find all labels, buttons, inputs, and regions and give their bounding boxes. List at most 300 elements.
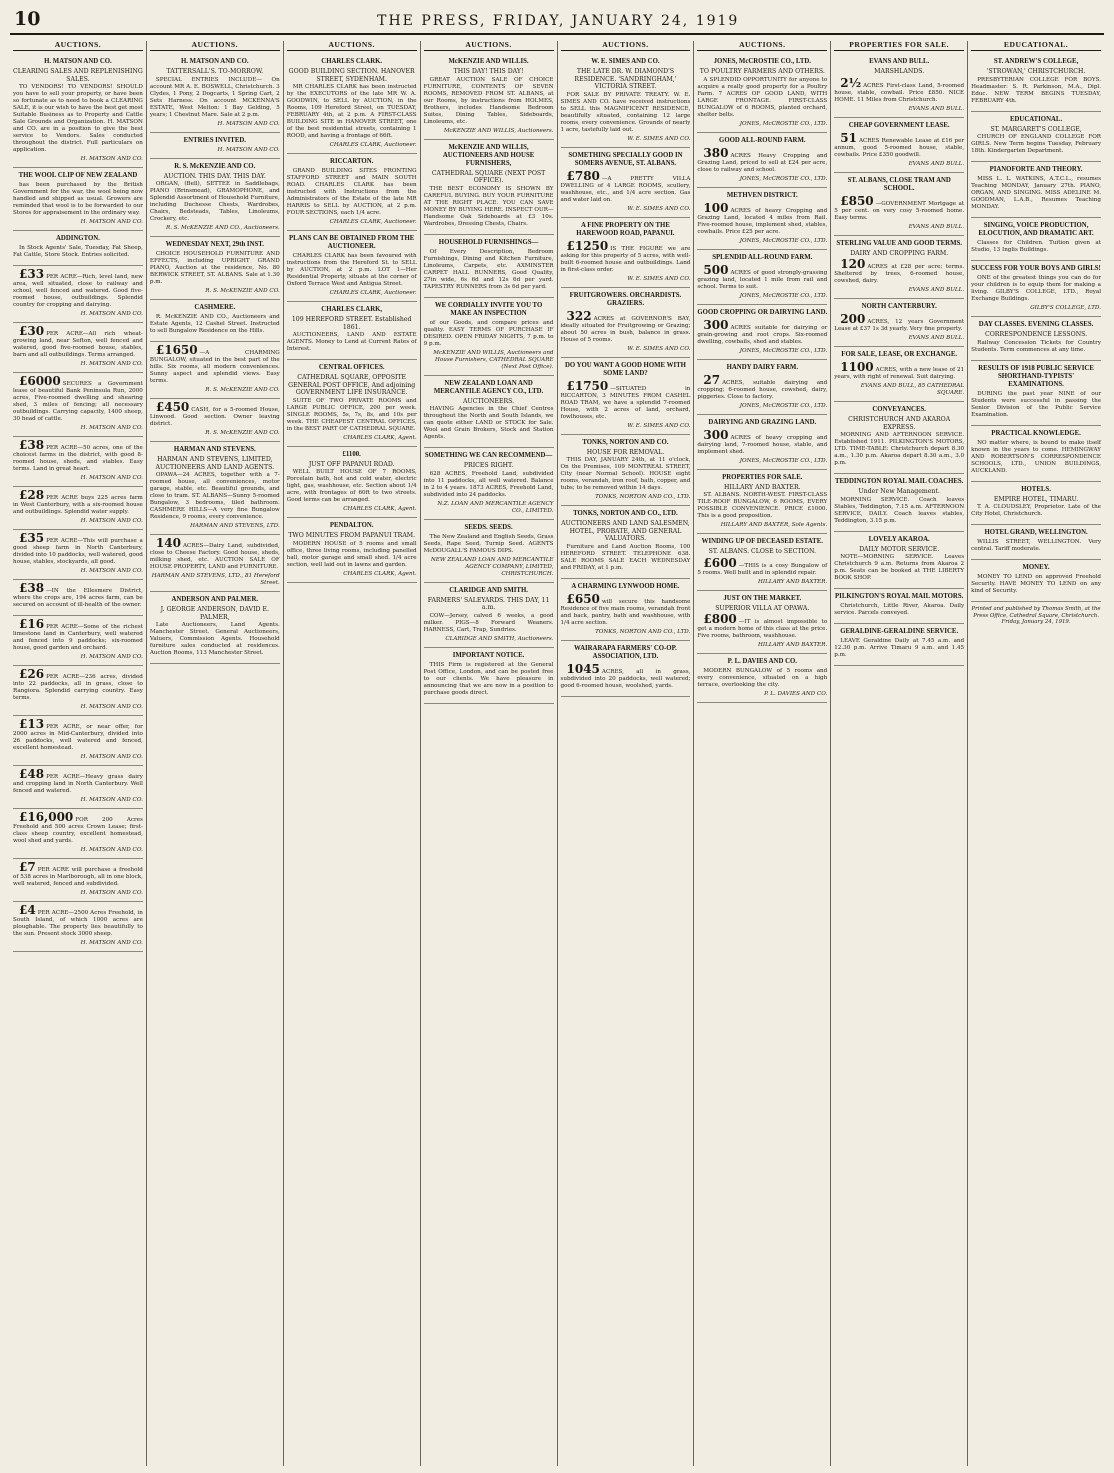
ad-paragraph [150, 314, 280, 335]
ad-price-figure: £28 [19, 488, 45, 502]
ad-heading: HOTEL GRAND, WELLINGTON. [984, 529, 1088, 536]
ad-paragraph [424, 613, 554, 634]
ad-signature: McKENZIE AND WILLIS, Auctioneers. [443, 127, 554, 134]
ad-text: PER ACRE will purchase a freehold of 538 acres in Marlborough, all in one block, well watered, fenced and subdivided. [13, 867, 143, 887]
advertisement [971, 218, 1101, 261]
ad-text: has been purchased by the British Government for the war, the wool being now handled and shipped as usual. Growers are reminded that wool is to be forwarded to our Stores for appraisement in the ordinary way. [13, 182, 143, 216]
ad-heading: A CHARMING LYNWOOD HOME. [571, 582, 680, 590]
ad-text: PER ACRE—50 acres, one of the choicest farms in the district, with good 8-roomed house, sheds, and stables. Easy terms. Land in great heart. [13, 445, 143, 472]
ad-signature: CHARLES CLARK, Agent. [343, 434, 417, 441]
advertisement [971, 261, 1101, 317]
ad-signature: EVANS AND BULL, 85 CATHEDRAL SQUARE. [860, 383, 965, 396]
ad-paragraph [287, 253, 417, 288]
advertisement [13, 580, 143, 616]
ad-text: AUCTIONEERS, LAND AND ESTATE AGENTS. Money to Lend at Current Rates of Interest. [286, 332, 417, 352]
ad-body [13, 84, 143, 154]
ad-paragraph [971, 440, 1101, 475]
ad-body [287, 168, 417, 217]
ad-signature: JONES, McCROSTIE CO., LTD. [739, 175, 828, 182]
ad-signature: H. MATSON AND CO. [80, 518, 143, 524]
ad-subheading: HOUSE FOR REMOVAL. [586, 448, 665, 456]
ad-body [13, 768, 143, 795]
column-c6 [694, 41, 831, 1466]
ad-signature: W. E. SIMES AND CO. [627, 275, 691, 282]
ad-heading: WAIRARAPA FARMERS' CO-OP. ASSOCIATION, LTD. [574, 644, 677, 660]
ad-heading: NORTH CANTERBURY. [861, 303, 937, 310]
advertisement [834, 624, 964, 666]
masthead [10, 8, 1104, 35]
ad-price-figure: 322 [566, 308, 592, 323]
ad-price-figure: 380 [703, 145, 729, 160]
ad-signature: H. MATSON AND CO. [80, 475, 143, 481]
ad-paragraph [697, 613, 827, 640]
advertisement [150, 133, 280, 159]
advertisement [697, 360, 827, 415]
ad-text: GRAND BUILDING SITES FRONTING STAFFORD STREET and MAIN SOUTH ROAD. CHARLES CLARK has been instructed with Instructions from the Administrators of the Estate of the late MR HARRIS to SELL by AUCTION, at 2 p.m. FOUR SECTIONS, each 1/4 acre. [286, 168, 417, 216]
advertisement [150, 300, 280, 342]
ad-paragraph [287, 541, 417, 569]
advertisement [13, 666, 143, 716]
ad-text: THIS DAY, JANUARY 24th, at 11 o'clock, On the Premises, 109 MONTREAL STREET, City (near Normal School). HOUSE eight rooms, verandah, iron roof, bath, copper, and tubs; to be removed within 14 days. [560, 457, 691, 491]
ad-paragraph [13, 489, 143, 516]
ad-paragraph [971, 340, 1101, 354]
ad-paragraph [287, 398, 417, 433]
ad-body [150, 344, 280, 385]
advertisement [424, 140, 554, 235]
ad-signature: R. S. McKENZIE AND CO. [205, 288, 280, 294]
ad-body [424, 534, 554, 555]
ad-signature: H. MATSON AND CO. [80, 940, 143, 946]
ad-paragraph [697, 429, 827, 456]
advertisement [561, 54, 691, 148]
ad-text: WELL BUILT HOUSE OF 7 ROOMS, Porcelain bath, hot and cold water, electric light, gas, washhouse, etc. Section about 1/4 acre, with frontages of 60ft to two streets. Good terms can be arranged. [286, 469, 417, 503]
ad-price-figure: £38 [19, 438, 45, 452]
ad-price-figure: 1100 [840, 360, 874, 374]
ad-paragraph [834, 554, 964, 582]
ad-signature: JONES, McCROSTIE CO., LTD. [739, 347, 828, 354]
ad-price-figure: £13 [19, 717, 45, 731]
ad-heading: SPLENDID ALL-ROUND FARM. [712, 253, 813, 261]
ad-signature: H. MATSON AND CO. [80, 754, 143, 760]
ad-body [150, 314, 280, 335]
ad-price-figure: 300 [703, 427, 729, 442]
ad-body [561, 92, 691, 134]
advertisement [287, 447, 417, 519]
ad-paragraph [697, 374, 827, 401]
ad-signature: R. S. McKENZIE AND CO., Auctioneers. [166, 225, 280, 231]
ad-subheading: ST. MARGARET'S COLLEGE, [990, 125, 1082, 133]
ad-paragraph [150, 344, 280, 385]
ad-price-figure: £16,000 [19, 810, 74, 824]
ad-price-figure: £1750 [566, 378, 609, 393]
advertisement [834, 236, 964, 300]
ad-body [13, 618, 143, 652]
column-heading: EDUCATIONAL. [971, 41, 1101, 51]
advertisement [13, 437, 143, 487]
ad-heading: NEW ZEALAND LOAN AND MERCANTILE AGENCY CO., LTD. [433, 379, 544, 395]
ad-price-figure: £33 [19, 267, 45, 281]
ad-heading: GOOD CROPPING OR DAIRYING LAND. [697, 308, 828, 316]
ad-text: ACRES, all in grass, subdivided into 20 paddocks, well watered; good 6-roomed house, woolshed, yards. [560, 668, 691, 689]
ad-subheading: JUST OFF PAPANUI ROAD. [308, 460, 395, 468]
advertisement [971, 560, 1101, 602]
ad-text: ORGAN, (Bell), SETTEE in Saddlebags, PIANO (Brinsmead), GRAMOPHONE, and Splendid Assortment of Household Furniture, including Duchesse Chests, Wardrobes, Chairs, Bedsteads, Tables, Linoleums, Crockery, etc. [149, 181, 280, 222]
ad-heading: ANDERSON AND PALMER. [171, 596, 259, 603]
ad-subheading: CATHEDRAL SQUARE, OPPOSITE GENERAL POST OFFICE, And adjoining GOVERNMENT LIFE INSURANCE. [288, 374, 416, 396]
ad-body [697, 374, 827, 401]
ad-subheading: HILLARY AND BAXTER. [724, 483, 801, 491]
ad-signature: W. E. SIMES AND CO. [627, 135, 691, 142]
advertisement [971, 112, 1101, 163]
column-grid [10, 41, 1104, 1466]
ad-heading: EDUCATIONAL. [1009, 115, 1063, 123]
column-c1 [10, 41, 147, 1466]
advertisement [971, 426, 1101, 482]
ad-signature: EVANS AND BULL. [908, 160, 965, 167]
advertisement [150, 592, 280, 664]
ad-body [287, 332, 417, 353]
ad-price-figure: 2½ [840, 75, 862, 90]
ad-heading: HOTELS. [1021, 485, 1051, 493]
ad-text: NOTE—MORNING SERVICE. Leaves Christchurch 9 a.m. Returns from Akaroa 2 p.m. Seats can be booked at THE LIBERTY BOOK SHOP. [834, 554, 965, 581]
ad-text: In Stock Agents' Sale, Tuesday, Fat Sheep, Fat Cattle, Store Stock. Entries solicited. [13, 245, 143, 258]
ad-heading: WEDNESDAY NEXT, 29th INST. [165, 241, 264, 248]
ad-signature: JONES, McCROSTIE CO., LTD. [739, 237, 828, 244]
ad-signature: EVANS AND BULL. [908, 287, 965, 293]
ad-paragraph [561, 457, 691, 492]
ad-paragraph [834, 603, 964, 617]
advertisement [150, 535, 280, 592]
ad-paragraph [697, 557, 827, 577]
ad-price-figure: 120 [840, 257, 866, 271]
ad-paragraph [834, 432, 964, 467]
ad-heading: METHVEN DISTRICT. [726, 191, 798, 199]
ad-paragraph [834, 497, 964, 525]
ad-paragraph [971, 539, 1101, 553]
ad-body [424, 471, 554, 499]
ad-body [13, 268, 143, 309]
ad-body [697, 429, 827, 456]
ad-body [971, 275, 1101, 303]
ad-body [834, 258, 964, 285]
ad-paragraph [834, 132, 964, 159]
ad-body [287, 84, 417, 140]
ad-text: ACRES of heavy cropping and dairying land, 7-roomed house, stable, and implement shed. [697, 434, 828, 455]
advertisement [697, 305, 827, 360]
ad-heading: TONKS, NORTON AND CO. [582, 438, 669, 446]
ad-price-figure: £7 [19, 860, 36, 874]
ad-heading: GOOD ALL-ROUND FARM. [719, 136, 806, 144]
ad-heading: HOUSEHOLD FURNISHINGS— [438, 238, 539, 246]
ad-paragraph [561, 544, 691, 572]
ad-heading: SOMETHING WE CAN RECOMMEND— [424, 452, 553, 459]
page-number: 10 [14, 8, 41, 30]
ad-signature: GILBY'S COLLEGE, LTD. [1030, 305, 1101, 311]
ad-subheading: CHRISTCHURCH AND AKAROA EXPRESS. [848, 416, 951, 431]
ad-price-figure: £4 [19, 903, 36, 917]
ad-body [834, 603, 964, 617]
ad-heading: MONEY. [1022, 564, 1050, 571]
ad-signature: JONES, McCROSTIE CO., LTD. [739, 292, 828, 299]
ad-heading: PIANOFORTE AND THEORY. [989, 166, 1083, 173]
ad-text: MORNING SERVICE. Coach leaves Stables, Teddington, 7.15 a.m. AFTERNOON SERVICE, DAILY. Coach leaves stables, Teddington, 3.15 p.m. [834, 496, 965, 524]
ad-body [971, 504, 1101, 518]
ad-price-figure: 51 [840, 130, 857, 145]
ad-text: SPECIAL ENTRIES INCLUDE— On account MR A. E. BOSWELL, Christchurch. 3 Clydes, 1 Pony, 2 Dogcarts, 1 Spring Cart, 2 Sets Harness. On account MCKENNA'S ESTATE, West Melton: 1 Bay Gelding, 5 years; 1 Chestnut Mare. Sale at 2 p.m. [149, 76, 280, 118]
ad-text: SUITE OF TWO PRIVATE ROOMS and LARGE PUBLIC OFFICE, 200 per week. SINGLE ROOMS, 5s, 7s, 8s, and 10s per week. THE CHEAPEST CENTRAL OFFICES, in the BEST PART OF CATHEDRAL SQUARE. [286, 397, 417, 432]
ad-text: MORNING AND AFTERNOON SERVICE. Established 1911. PILKINGTON'S MOTORS, LTD. TIME-TABLE: Christchurch depart 8.30 a.m., 1.30 p.m. Akaroa depart 8.30 a.m., 3.0 p.m. [834, 432, 965, 466]
advertisement [697, 54, 827, 133]
ad-heading: WE CORDIALLY INVITE YOU TO MAKE AN INSPECTION [434, 301, 543, 317]
ad-price-figure: £800 [703, 612, 737, 626]
ad-subheading: TATTERSALL'S. TO-MORROW. [166, 68, 264, 75]
advertisement [13, 373, 143, 437]
ad-paragraph [971, 574, 1101, 595]
advertisement [561, 506, 691, 579]
ad-text: A SPLENDID OPPORTUNITY for anyone to acquire a really good property for a Poultry Farm. 7 ACRES OF GOOD LAND, WITH LARGE FRONTAGE. FIRST-CLASS BUNGALOW of 6 ROOMS, planted orchard, shelter belts. [697, 76, 828, 118]
ad-body [150, 77, 280, 119]
ad-text: The New Zealand and English Seeds, Grass Seeds, Rape Seed, Turnip Seed. AGENTS McDOUGALL'S FAMOUS DIPS. [423, 533, 554, 554]
advertisement [13, 54, 143, 168]
ad-text: PER ACRE—This will purchase a good sheep farm in North Canterbury, divided into 10 paddocks, well watered, good house, stables, stockyards, all good. [13, 538, 143, 565]
ad-heading: CHEAP GOVERNMENT LEASE. [848, 121, 950, 129]
ad-body [834, 554, 964, 582]
ad-text: ACRES of heavy Cropping and Grazing Land, located 4 miles from Rail. Five-roomed house, implement shed, stables, cowbails. Price £25 per acre. [697, 207, 828, 235]
advertisement [561, 641, 691, 697]
ad-price-figure: £1250 [566, 238, 609, 253]
ad-subheading: 109 HEREFORD STREET. Established 1861. [291, 316, 412, 331]
ad-text: ACRES at GOVERNOR'S BAY, ideally situated for Fruitgrowing or Grazing; about 50 acres in bush, balance in grass. House of 5 rooms. [560, 315, 691, 343]
ad-text: PER ACRE—2500 Acres Freehold, in South Island, of which 1000 acres are ploughable. The property lies beautifully to the sun. Present stock 3000 sheep. [13, 910, 143, 937]
column-heading: PROPERTIES FOR SALE. [834, 41, 964, 51]
ad-text: —GOVERNMENT Mortgage at 5 per cent. on very cosy 5-roomed home. Easy terms. [834, 200, 965, 221]
ad-body [150, 472, 280, 521]
ad-subheading: Under New Management. [858, 488, 940, 495]
ad-price-figure: 100 [703, 200, 729, 215]
ad-signature: CHARLES CLARK, Auctioneer. [329, 142, 417, 148]
advertisement [697, 250, 827, 305]
advertisement [971, 525, 1101, 560]
ad-paragraph [150, 622, 280, 657]
ad-text: MONEY TO LEND on approved Freehold Security. HAVE MONEY TO LEND on any kind of Security. [971, 574, 1101, 594]
ad-subheading: J. GEORGE ANDERSON, DAVID E. PALMER, [160, 606, 269, 621]
ad-heading: EVANS AND BULL. [869, 58, 930, 65]
ad-text: MODERN BUNGALOW of 5 rooms and every convenience, situated on a high terrace, overlooking the city. [697, 668, 828, 688]
advertisement [13, 766, 143, 809]
column-c3 [284, 41, 421, 1466]
ad-text: Late Auctioneers, Land Agents. Manchester Street. General Auctioneers, Valuers, Commission Agents. Household furniture sales conducted at residences. Auction Rooms, 113 Manchester Street. [149, 622, 280, 656]
ad-paragraph [561, 380, 691, 421]
ad-body [13, 718, 143, 752]
ad-subheading: AUCTIONEERS. [462, 397, 515, 405]
ad-text: ACRES suitable for dairying or grain-growing and root crops. Six-roomed dwelling, cowbails, shed and stables. [697, 324, 828, 345]
ad-paragraph [13, 325, 143, 359]
ad-heading: McKENZIE AND WILLIS. [448, 58, 529, 65]
ad-body [150, 622, 280, 657]
ad-signature: H. MATSON AND CO. [80, 568, 143, 574]
ad-body [13, 439, 143, 473]
ad-signature: CHARLES CLARK, Auctioneer. [329, 290, 417, 296]
ad-body [13, 532, 143, 566]
column-c8 [968, 41, 1104, 1466]
ad-paragraph [287, 469, 417, 504]
ad-body [971, 77, 1101, 105]
ad-heading: SEEDS. SEEDS. [464, 523, 513, 531]
ad-text: T. A. CLOUDSLEY, Proprietor. Late of the City Hotel, Christchurch. [971, 504, 1101, 517]
ad-paragraph [424, 249, 554, 291]
ad-paragraph [834, 638, 964, 659]
ad-heading: CHARLES CLARK. [321, 58, 383, 65]
ad-signature: CHARLES CLARK, Auctioneer. [329, 219, 417, 225]
ad-body [834, 497, 964, 525]
ad-body [971, 539, 1101, 553]
ad-paragraph [697, 202, 827, 236]
ad-paragraph [971, 176, 1101, 211]
ad-heading: PRACTICAL KNOWLEDGE. [991, 429, 1081, 437]
ad-body [971, 574, 1101, 595]
ad-price-figure: £48 [19, 767, 45, 781]
ad-subheading: TO POULTRY FARMERS AND OTHERS. [699, 68, 825, 75]
column-heading: AUCTIONS. [561, 41, 691, 51]
ad-paragraph [971, 240, 1101, 254]
ad-paragraph [834, 195, 964, 222]
ad-text: GREAT AUCTION SALE OF CHOICE FURNITURE, CONTENTS OF SEVEN ROOMS, REMOVED FROM ST. ALBANS, at our Rooms, by instructions from HOLMES, Brothers, includes Handsome Bedroom Suites, Dining Tables, Sideboards, Linoleums, etc. [423, 76, 554, 125]
advertisement [424, 376, 554, 449]
ad-text: ACRES Heavy Cropping and Grazing Land, priced to sell at £24 per acre, close to railway and school. [697, 152, 828, 173]
ad-body [13, 489, 143, 516]
ad-subheading: DAIRY AND CROPPING FARM. [850, 249, 949, 257]
ad-text: OPAWA—24 ACRES, together with a 7-roomed house, all conveniences, motor garage, stable, etc. Beautiful grounds, and close to tram. ST. ALBANS—Sunny 5-roomed Bungalow, 3 bedrooms, tiled bathroom. CASHMERE HILLS—A very fine Bungalow Residence, 9 rooms, every convenience. [149, 472, 280, 520]
advertisement [561, 435, 691, 507]
ad-heading: CLARIDGE AND SMITH. [449, 586, 528, 594]
ad-heading: ST. ALBANS, CLOSE TRAM AND SCHOOL. [847, 176, 951, 192]
ad-heading: CONVEYANCES. [872, 406, 926, 413]
ad-text: PER ACRE—All rich wheat-growing land, near Sefton, well fenced and watered, good five-roomed house, stables, barn and all outbuildings. Terms arranged. [13, 331, 143, 358]
ad-body [150, 537, 280, 571]
ad-paragraph [834, 313, 964, 333]
ad-body [424, 249, 554, 291]
ad-heading: R. S. McKENZIE AND CO. [174, 162, 256, 170]
advertisement [697, 591, 827, 655]
ad-text: Christchurch, Little River, Akaroa. Daily service. Parcels conveyed. [834, 603, 965, 616]
ad-heading: McKENZIE AND WILLIS, AUCTIONEERS AND HOUSE FURNISHERS, [442, 143, 535, 167]
ad-text: R. McKENZIE AND CO., Auctioneers and Estate Agents, 12 Cashel Street. Instructed to sell Bungalow Residence on the Hills. [149, 314, 280, 334]
column-heading: AUCTIONS. [697, 41, 827, 51]
ad-paragraph [13, 84, 143, 154]
advertisement [697, 133, 827, 188]
ad-text: MR CHARLES CLARK has been instructed by the EXECUTORS of the late MR W. A. GOODWIN, to SELL by AUCTION, in the Rooms, 109 Hereford Street, on TUESDAY, FEBRUARY 4th, at 2 p.m. A FIRST-CLASS BUILDING SITE in HANOVER STREET, one of the best residential streets, containing 1 ROOD, and having a frontage of 66ft. [286, 84, 417, 139]
ad-signature: H. MATSON AND CO. [80, 704, 143, 710]
ad-body [424, 186, 554, 228]
advertisement [561, 148, 691, 218]
ad-paragraph [834, 258, 964, 285]
advertisement [697, 534, 827, 591]
ad-subheading: CATHEDRAL SQUARE (NEXT POST OFFICE). [431, 169, 546, 184]
ad-paragraph [150, 472, 280, 521]
advertisement [287, 360, 417, 447]
ad-paragraph [561, 663, 691, 690]
ad-paragraph [697, 319, 827, 346]
ad-subheading: 'STROWAN,' CHRISTCHURCH. [986, 68, 1086, 75]
ad-body [697, 202, 827, 236]
ad-heading: TEDDINGTON ROYAL MAIL COACHES. [834, 478, 964, 485]
ad-heading: H. MATSON AND CO. [44, 58, 112, 65]
ad-price-figure: £780 [566, 168, 600, 183]
advertisement [834, 54, 964, 118]
ad-text: PER ACRE—236 acres, divided into 22 paddocks, all in grass, close to Rangiora. Splendid carrying country. Easy terms. [13, 674, 143, 701]
ad-paragraph [150, 251, 280, 286]
ad-paragraph [561, 170, 691, 204]
ad-signature: H. MATSON AND CO. [80, 311, 143, 317]
ad-body [13, 668, 143, 702]
advertisement [13, 716, 143, 766]
ad-subheading: FARMERS' SALEYARDS. THIS DAY, 11 a.m. [427, 596, 550, 611]
ad-text: CASH, for a 5-roomed House, Linwood. Good section. Owner leaving district. [149, 407, 280, 427]
advertisement [13, 231, 143, 266]
ad-price-figure: £30 [19, 324, 45, 338]
ad-paragraph [971, 391, 1101, 419]
ad-body [13, 904, 143, 938]
ad-text: DURING the past year NINE of our Students were successful in passing the Senior Division of the Public Service Examination. [971, 390, 1101, 418]
ad-subheading: HARMAN AND STEVENS, LIMITED, AUCTIONEERS AND LAND AGENTS. [155, 456, 275, 471]
ad-body [13, 811, 143, 845]
ad-text: PER ACRE—Heavy grass dairy and cropping land in North Canterbury. Well fenced and watered. [13, 774, 143, 794]
ad-text: ACRES Renewable Lease at £16 per annum, good 5-roomed house, stable, cowbails. Price £350 goodwill. [834, 137, 965, 158]
ad-heading: ADDINGTON. [56, 235, 100, 242]
ad-paragraph [561, 593, 691, 627]
ad-signature: H. MATSON AND CO. [80, 361, 143, 367]
ad-heading: ST. ANDREW'S COLLEGE, [993, 58, 1079, 65]
ad-signature: H. MATSON AND CO. [80, 156, 143, 162]
ad-paragraph [13, 245, 143, 259]
ad-text: LEAVE Geraldine Daily at 7.45 a.m. and 12.30 p.m. Arrive Timaru 9 a.m. and 1.45 p.m. [834, 638, 965, 658]
advertisement [971, 54, 1101, 112]
advertisement [13, 859, 143, 902]
ad-paragraph [13, 768, 143, 795]
advertisement [287, 231, 417, 302]
ad-signature: JONES, McCROSTIE CO., LTD. [739, 402, 828, 409]
advertisement [971, 317, 1101, 361]
ad-heading: TONKS, NORTON AND CO., LTD. [573, 510, 678, 517]
ad-body [561, 240, 691, 274]
ad-text: ST. ALBANS. NORTH-WEST. FIRST-CLASS TILE-ROOF BUNGALOW, 6 ROOMS, EVERY POSSIBLE CONVENIENCE. PRICE £1000. This is a good proposition. [697, 492, 828, 519]
ad-body [13, 325, 143, 359]
ad-subheading: PRICES RIGHT. [463, 462, 514, 469]
ad-heading: THE WOOL CLIP OF NEW ZEALAND [18, 172, 138, 179]
ad-heading: WINDING UP OF DECEASED ESTATE. [701, 538, 823, 545]
printer-imprint: Printed and published by Thomas Smith, at the Press Office, Cathedral Square, Christchurch. Friday, January 24, 1919. [971, 606, 1101, 626]
ad-heading: STERLING VALUE AND GOOD TERMS. [836, 239, 962, 247]
ad-heading: HANDY DAIRY FARM. [726, 363, 799, 371]
ad-subheading: AUCTION. THIS DAY. THIS DAY. [163, 172, 266, 180]
ad-paragraph [13, 582, 143, 609]
ad-text: —IT is almost impossible to get a modern home of this class at the price. Five rooms, bathroom, washhouse. [697, 619, 828, 639]
advertisement [13, 530, 143, 580]
ad-text: —SITUATED in RICCARTON, 3 MINUTES FROM CASHEL ROAD TRAM, we have a splendid 7-roomed House, with 2 acres of land, orchard, fowlhouses, etc. [560, 385, 691, 420]
ad-text: CHOICE HOUSEHOLD FURNITURE AND EFFECTS, including UPRIGHT GRAND PIANO, Auction at the residence, No. 80 BERWICK STREET, ST. ALBANS. Sale at 1.30 p.m. [149, 251, 280, 285]
ad-paragraph [561, 92, 691, 134]
ad-heading: A FINE PROPERTY ON THE HAREWOOD ROAD, PAPANUI. [576, 221, 675, 237]
ad-paragraph [13, 532, 143, 566]
ad-heading: H. MATSON AND CO. [180, 58, 249, 65]
ad-text: Railway Concession Tickets for Country Students. Term commences at any time. [971, 339, 1101, 353]
ad-paragraph [971, 504, 1101, 518]
advertisement [150, 342, 280, 399]
ad-subheading: EMPIRE HOTEL, TIMARU. [993, 495, 1079, 503]
ad-body [424, 406, 554, 441]
ad-paragraph [424, 320, 554, 348]
ad-price-figure: 300 [703, 317, 729, 332]
